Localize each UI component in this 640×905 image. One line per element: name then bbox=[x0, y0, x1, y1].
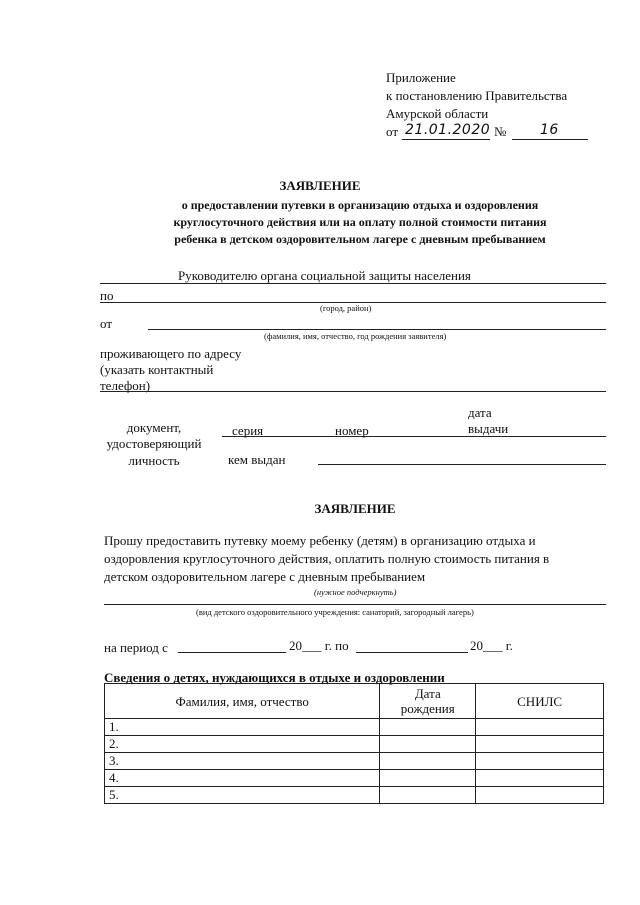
statement-line3: детском оздоровительном лагере с дневным пребыванием bbox=[104, 569, 426, 584]
ot-hint: (фамилия, имя, отчество, год рождения заявителя) bbox=[264, 331, 447, 341]
snils-cell bbox=[476, 787, 604, 804]
col-snils-header: СНИЛС bbox=[476, 684, 604, 719]
period-prefix: на период с bbox=[104, 640, 168, 655]
snils-cell bbox=[476, 753, 604, 770]
address-label-line1: проживающего по адресу bbox=[100, 346, 242, 361]
row-number: 4. bbox=[105, 770, 380, 787]
snils-cell bbox=[476, 719, 604, 736]
birth-cell bbox=[380, 719, 476, 736]
number-label: номер bbox=[335, 423, 369, 438]
snils-cell bbox=[476, 736, 604, 753]
appendix-number-value: 16 bbox=[540, 122, 559, 138]
recipient-line bbox=[100, 283, 606, 284]
appendix-date-underline bbox=[402, 139, 490, 140]
statement-line2: оздоровления круглосуточного действия, оплатить полную стоимость питания в bbox=[104, 551, 550, 566]
underline-hint: (нужное подчеркнуть) bbox=[314, 587, 397, 597]
table-row bbox=[105, 736, 604, 753]
appendix-number-underline bbox=[512, 139, 588, 140]
row-number: 3. bbox=[105, 753, 380, 770]
children-title: Сведения о детях, нуждающихся в отдыхе и оздоровлении bbox=[104, 670, 445, 685]
children-table bbox=[104, 683, 604, 804]
ot-line bbox=[148, 329, 606, 330]
birth-cell bbox=[380, 787, 476, 804]
po-hint: (город, район) bbox=[320, 303, 372, 313]
issued-by-label: кем выдан bbox=[228, 452, 286, 467]
appendix-date-prefix: от bbox=[386, 124, 399, 139]
col-birth-header-line1: Дата bbox=[414, 686, 441, 701]
birth-cell bbox=[380, 736, 476, 753]
document-title: ЗАЯВЛЕНИЕ bbox=[279, 178, 361, 193]
appendix-line2: к постановлению Правительства bbox=[386, 88, 568, 103]
subtitle-line2: круглосуточного действия или на оплату полной стоимости питания bbox=[173, 215, 547, 229]
col-birth-header bbox=[380, 684, 476, 719]
po-label: по bbox=[100, 288, 114, 303]
row-number: 1. bbox=[105, 719, 380, 736]
col-name-header: Фамилия, имя, отчество bbox=[105, 684, 380, 719]
row-number: 2. bbox=[105, 736, 380, 753]
birth-cell bbox=[380, 753, 476, 770]
series-label: серия bbox=[232, 423, 264, 438]
statement-title: ЗАЯВЛЕНИЕ bbox=[314, 501, 396, 516]
id-doc-label-line1: документ, bbox=[126, 420, 182, 435]
appendix-number-prefix: № bbox=[494, 124, 507, 139]
id-doc-label-line2: удостоверяющий bbox=[106, 436, 202, 451]
id-doc-label-line3: личность bbox=[128, 453, 180, 468]
facility-hint: (вид детского оздоровительного учреждения: санаторий, загородный лагерь) bbox=[196, 607, 474, 617]
appendix-line1: Приложение bbox=[386, 70, 456, 85]
table-row bbox=[105, 753, 604, 770]
subtitle-line3: ребенка в детском оздоровительном лагере с дневным пребыванием bbox=[174, 232, 546, 246]
row-number: 5. bbox=[105, 787, 380, 804]
issue-date-label-line1: дата bbox=[468, 405, 492, 420]
address-label-line3: телефон) bbox=[100, 378, 151, 393]
facility-line bbox=[104, 604, 606, 605]
address-line bbox=[100, 391, 606, 392]
ot-label: от bbox=[100, 316, 113, 331]
subtitle-line1: о предоставлении путевки в организацию отдыха и оздоровления bbox=[181, 198, 539, 212]
snils-cell bbox=[476, 770, 604, 787]
appendix-line3: Амурской области bbox=[386, 106, 489, 121]
table-row bbox=[105, 787, 604, 804]
issue-date-label-line2: выдачи bbox=[468, 421, 509, 436]
issued-by-line bbox=[318, 464, 606, 465]
period-start-line bbox=[178, 652, 286, 653]
birth-cell bbox=[380, 770, 476, 787]
address-label-line2: (указать контактный bbox=[100, 362, 214, 377]
table-row bbox=[105, 719, 604, 736]
table-row bbox=[105, 770, 604, 787]
statement-line1: Прошу предоставить путевку моему ребенку (детям) в организацию отдыха и bbox=[104, 533, 536, 548]
period-end-line bbox=[356, 652, 468, 653]
id-doc-line bbox=[222, 436, 606, 437]
col-birth-header-line2: рождения bbox=[400, 701, 455, 716]
recipient: Руководителю органа социальной защиты населения bbox=[178, 268, 471, 283]
period-year2: 20___ г. bbox=[470, 638, 513, 653]
appendix-date-value: 21.01.2020 bbox=[405, 122, 491, 138]
period-year1: 20___ г. по bbox=[289, 638, 349, 653]
children-table-header bbox=[105, 684, 604, 719]
